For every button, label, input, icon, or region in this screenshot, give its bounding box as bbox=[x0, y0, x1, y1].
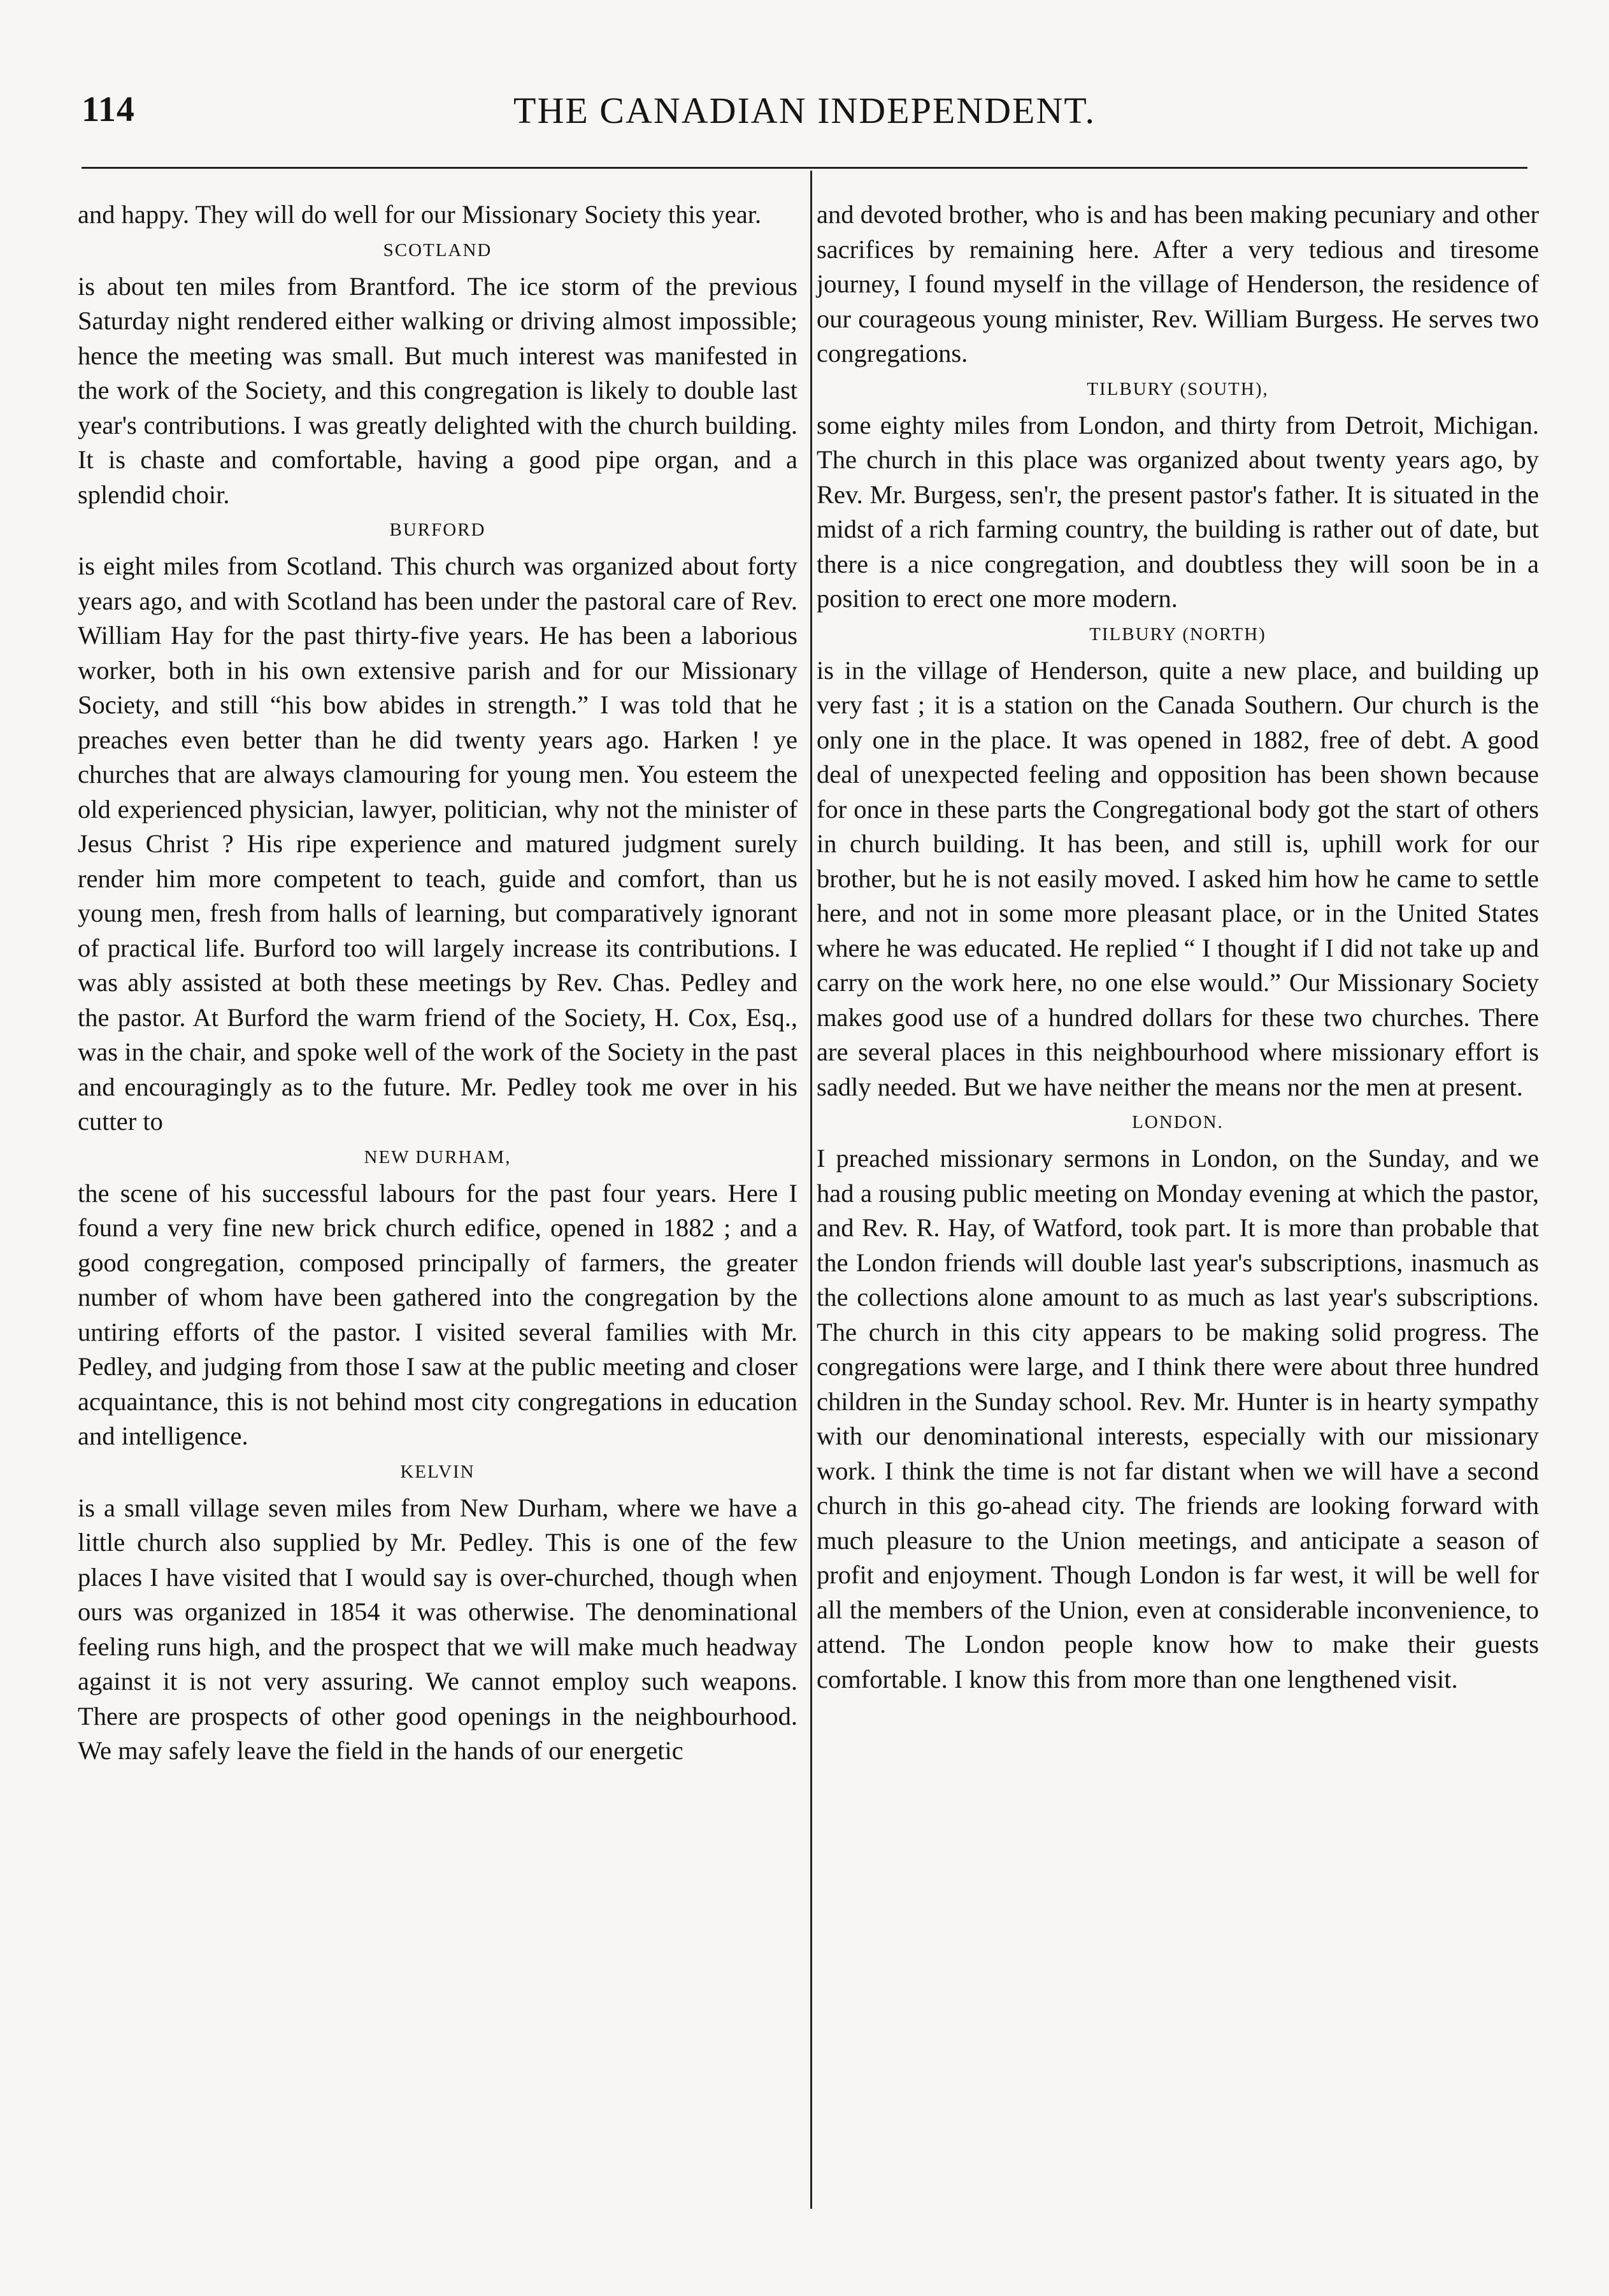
paragraph: and devoted brother, who is and has been making pecuniary and other sacrifices by remaining here. After a very tedious and tiresome journey, I found myself in the village of Henderson, the residence of our courageous young minister, Rev. William Burgess. He serves two congregations. bbox=[817, 200, 1539, 367]
paragraph: is eight miles from Scotland. This church was organized about forty years ago, and with Scotland has been under the pastoral care of Rev. William Hay for the past thirty-five years. He has been a laborious worker, both in his own extensive parish and for our Missionary Society, and still “his bow abides in strength.” I was told that he preaches even better than he did twenty years ago. Harken ! ye churches that are always clamouring for young men. You esteem the old experienced physician, lawyer, politician, why not the minister of Jesus Christ ? His ripe experience and matured judgment surely render him more competent to teach, guide and comfort, than us young men, fresh from halls of learning, but comparatively ignorant of practical life. Burford too will largely increase its contributions. I was ably assisted at both these meetings by Rev. Chas. Pedley and the pastor. At Burford the warm friend of the Society, H. Cox, Esq., was in the chair, and spoke well of the work of the Society in the past and encouragingly as to the future. Mr. Pedley took me over in his cutter to bbox=[78, 552, 797, 1136]
section-heading-tilbury-north: TILBURY (NORTH) bbox=[1089, 624, 1266, 645]
paragraph: and happy. They will do well for our Missionary Society this year. bbox=[78, 200, 762, 229]
paragraph: I preached missionary sermons in London, on the Sunday, and we had a rousing public meeting on Monday evening at which the pastor, and Rev. R. Hay, of Watford, took part. It is more than probable that the London friends will double last year's subscriptions, inasmuch as the collections alone amount to as much as last year's subscriptions. The church in this city appears to be making solid progress. The congregations were large, and I think there were about three hundred children in the Sunday school. Rev. Mr. Hunter is in hearty sympathy with our denominational interests, especially with our missionary work. I think the time is not far distant when we will have a second church in this go-ahead city. The friends are looking forward with much pleasure to the Union meetings, and anticipate a season of profit and enjoyment. Though London is far west, it will be well for all the members of the Union, even at considerable inconvenience, to attend. The London people know how to make their guests comfortable. I know this from more than one lengthened visit. bbox=[817, 1144, 1539, 1693]
page-header bbox=[82, 83, 1527, 146]
section-heading-london: LONDON. bbox=[1132, 1112, 1224, 1132]
paragraph: is about ten miles from Brantford. The ice storm of the previous Saturday night rendered either walking or driving almost impossible; hence the meeting was small. But much interest was manifested in the work of the Society, and this congregation is likely to double last year's contributions. I was greatly delighted with the church building. It is chaste and comfortable, having a good pipe organ, and a splendid choir. bbox=[78, 271, 797, 509]
paragraph: some eighty miles from London, and thirty from Detroit, Michigan. The church in this place was organized about twenty years ago, by Rev. Mr. Burgess, sen'r, the present pastor's father. It is situated in the midst of a rich farming country, the building is rather out of date, but there is a nice congregation, and doubtless they will soon be in a position to erect one more modern. bbox=[817, 410, 1539, 613]
section-heading-tilbury-south: TILBURY (SOUTH), bbox=[1087, 378, 1269, 399]
header-rule bbox=[82, 167, 1527, 169]
section-heading-burford: BURFORD bbox=[389, 520, 486, 540]
section-heading-new-durham: NEW DURHAM, bbox=[364, 1146, 511, 1167]
left-column bbox=[78, 197, 797, 1769]
section-heading-kelvin: KELVIN bbox=[400, 1461, 475, 1482]
paragraph: is in the village of Henderson, quite a new place, and building up very fast ; it is a station on the Canada Southern. Our church is the only one in the place. It was opened in 1882, free of debt. A good deal of unexpected feeling and opposition has been shown because for once in these parts the Congregational body got the start of others in church building. It has been, and still is, uphill work for our brother, but he is not easily moved. I asked him how he came to settle here, and not in some more pleasant place, or in the United States where he was educated. He replied “ I thought if I did not take up and carry on the work here, no one else would.” Our Missionary Society makes good use of a hundred dollars for these two churches. There are several places in this neighbourhood where missionary effort is sadly needed. But we have neither the means nor the men at present. bbox=[817, 655, 1539, 1101]
page-number: 114 bbox=[82, 90, 135, 129]
column-divider bbox=[810, 171, 812, 2209]
paragraph: the scene of his successful labours for the past four years. Here I found a very fine new brick church edifice, opened in 1882 ; and a good congregation, composed principally of farmers, the greater number of whom have been gathered into the congregation by the untiring efforts of the pastor. I visited several families with Mr. Pedley, and judging from those I saw at the public meeting and closer acquaintance, this is not behind most city congregations in education and intelligence. bbox=[78, 1178, 797, 1450]
running-title: THE CANADIAN INDEPENDENT. bbox=[513, 90, 1096, 131]
section-heading-scotland: SCOTLAND bbox=[383, 239, 492, 260]
paragraph: is a small village seven miles from New Durham, where we have a little church also supplied by Mr. Pedley. This is one of the few places I have visited that I would say is over-churched, though when ours was organized in 1854 it was otherwise. The denominational feeling runs high, and the prospect that we will make much headway against it is not very assuring. We cannot employ such weapons. There are prospects of other good openings in the neighbourhood. We may safely leave the field in the hands of our energetic bbox=[78, 1493, 797, 1765]
right-column bbox=[817, 197, 1539, 1697]
